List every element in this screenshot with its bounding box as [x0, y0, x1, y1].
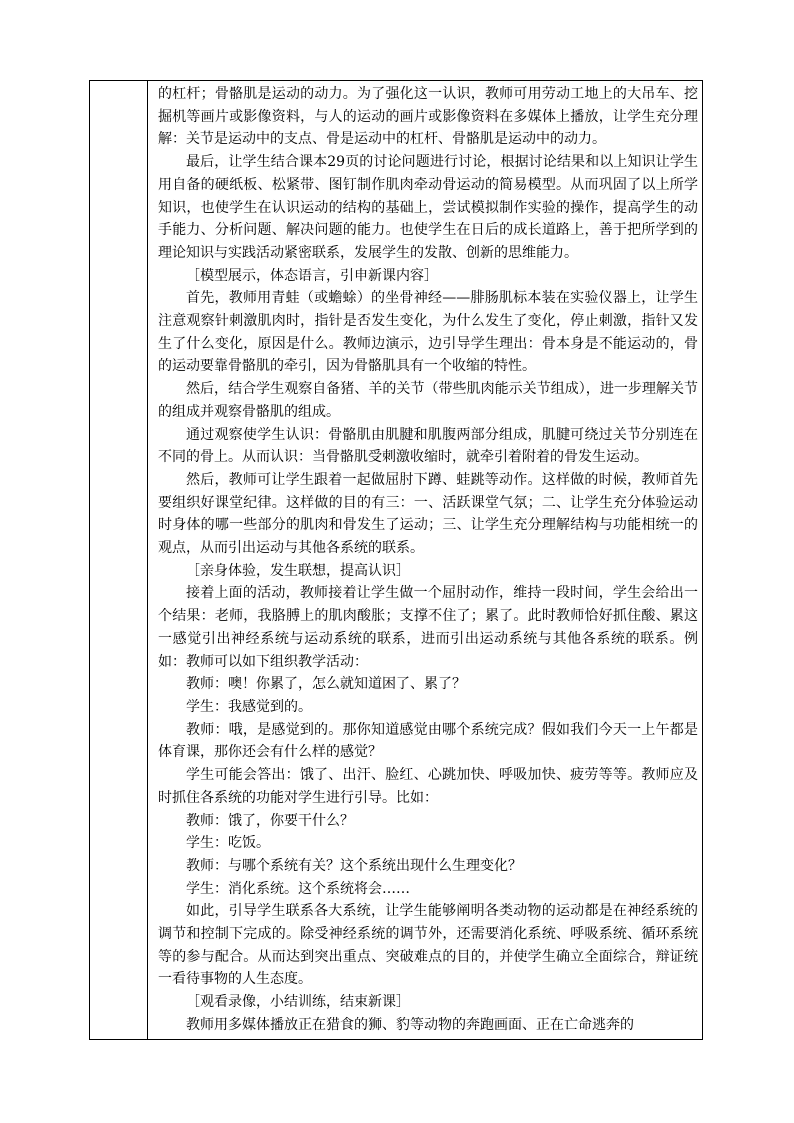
paragraph-elbow-activity: 接着上面的活动，教师接着让学生做一个屈肘动作，维持一段时间，学生会给出一个结果：老师，我胳膊上的肌肉酸胀；支撑不住了；累了。此时教师恰好抓住酸、累这一感觉引出神经系统与运动系统的联系，进而引出运动系统与其他各系统的联系。例如：教师可以如下组织教学活动： [158, 585, 698, 670]
paragraph-activity-purpose: 然后，教师可让学生跟着一起做屈肘下蹲、蛙跳等动作。这样做的时候，教师首先要组织好课堂纪律。这样做的目的有三：一、活跃课堂气氛；二、让学生充分体验运动时身体的哪一些部分的肌肉和骨发生了运动；三、让学生充分理解结构与功能相统一的观点，从而引出运动与其他各系统的联系。 [158, 471, 698, 557]
section-heading-experience: ［亲身体验，发生联想，提高认识］ [186, 562, 410, 579]
dialogue-line: 教师：噢！你累了，怎么就知道困了、累了？ [186, 676, 466, 693]
dialogue-line: 学生：消化系统。这个系统将会…… [186, 880, 410, 897]
dialogue-line: 学生：吃饭。 [186, 835, 270, 852]
paragraph-model-making: 最后，让学生结合课本29页的讨论问题进行讨论，根据讨论结果和以上知识让学生用自备的硬纸板、松紧带、图钉制作肌肉牵动骨运动的简易模型。从而巩固了以上所学知识，也使学生在认识运动的结构的基础上，尝试模拟制作实验的操作，提高学生的动手能力、分析问题、解决问题的能力。也使学生在日后的成长道路上，善于把所学到的理论知识与实践活动紧密联系，发展学生的发散、创新的思维能力。 [158, 154, 698, 261]
paragraph-student-answers: 学生可能会答出：饿了、出汗、脸红、心跳加快、呼吸加快、疲劳等等。教师应及时抓住各系统的功能对学生进行引导。比如： [158, 767, 698, 806]
section-heading-model-display: ［模型展示，体态语言，引申新课内容］ [186, 267, 438, 284]
lesson-content-cell [158, 83, 698, 1037]
dialogue-line: 教师：哦，是感觉到的。那你知道感觉由哪个系统完成？假如我们今天一上午都是体育课，那你还会有什么样的感觉？ [158, 721, 698, 761]
paragraph-video-playback: 教师用多媒体播放正在猎食的狮、豹等动物的奔跑画面、正在亡命逃奔的 [186, 1016, 634, 1033]
paragraph-continuation: 的杠杆；骨骼肌是运动的动力。为了强化这一认识，教师可用劳动工地上的大吊车、挖掘机等画片或影像资料，与人的运动的画片或影像资料在多媒体上播放，让学生充分理解：关节是运动中的支点、骨是运动中的杠杆、骨骼肌是运动中的动力。 [158, 86, 698, 148]
dialogue-line: 教师：饿了，你要干什么？ [186, 812, 354, 829]
column-divider [147, 81, 148, 1039]
paragraph-frog-experiment: 首先，教师用青蛙（或蟾蜍）的坐骨神经——腓肠肌标本装在实验仪器上，让学生注意观察针刺激肌肉时，指针是否发生变化，为什么发生了变化，停止刺激，指针又发生了什么变化，原因是什么。教师边演示，边引导学生理出：骨本身是不能运动的，骨的运动要靠骨骼肌的牵引，因为骨骼肌具有一个收缩的特性。 [158, 290, 698, 375]
paragraph-joint-observation: 然后，结合学生观察自备猪、羊的关节（带些肌肉能示关节组成），进一步理解关节的组成并观察骨骼肌的组成。 [158, 381, 698, 420]
dialogue-line: 教师：与哪个系统有关？这个系统出现什么生理变化？ [186, 857, 522, 874]
paragraph-systems-summary: 如此，引导学生联系各大系统，让学生能够阐明各类动物的运动都是在神经系统的调节和控制下完成的。除受神经系统的调节外，还需要消化系统、呼吸系统、循环系统等的参与配合。从而达到突出重点、突破难点的目的，并使学生确立全面综合，辩证统一看待事物的人生态度。 [158, 903, 698, 988]
paragraph-muscle-structure: 通过观察使学生认识：骨骼肌由肌腱和肌腹两部分组成，肌腱可绕过关节分别连在不同的骨上。从而认识：当骨骼肌受刺激收缩时，就牵引着附着的骨发生运动。 [158, 426, 698, 466]
section-heading-video: ［观看录像，小结训练，结束新课］ [186, 994, 410, 1011]
dialogue-line: 学生：我感觉到的。 [186, 698, 312, 715]
lesson-table [89, 80, 703, 1040]
